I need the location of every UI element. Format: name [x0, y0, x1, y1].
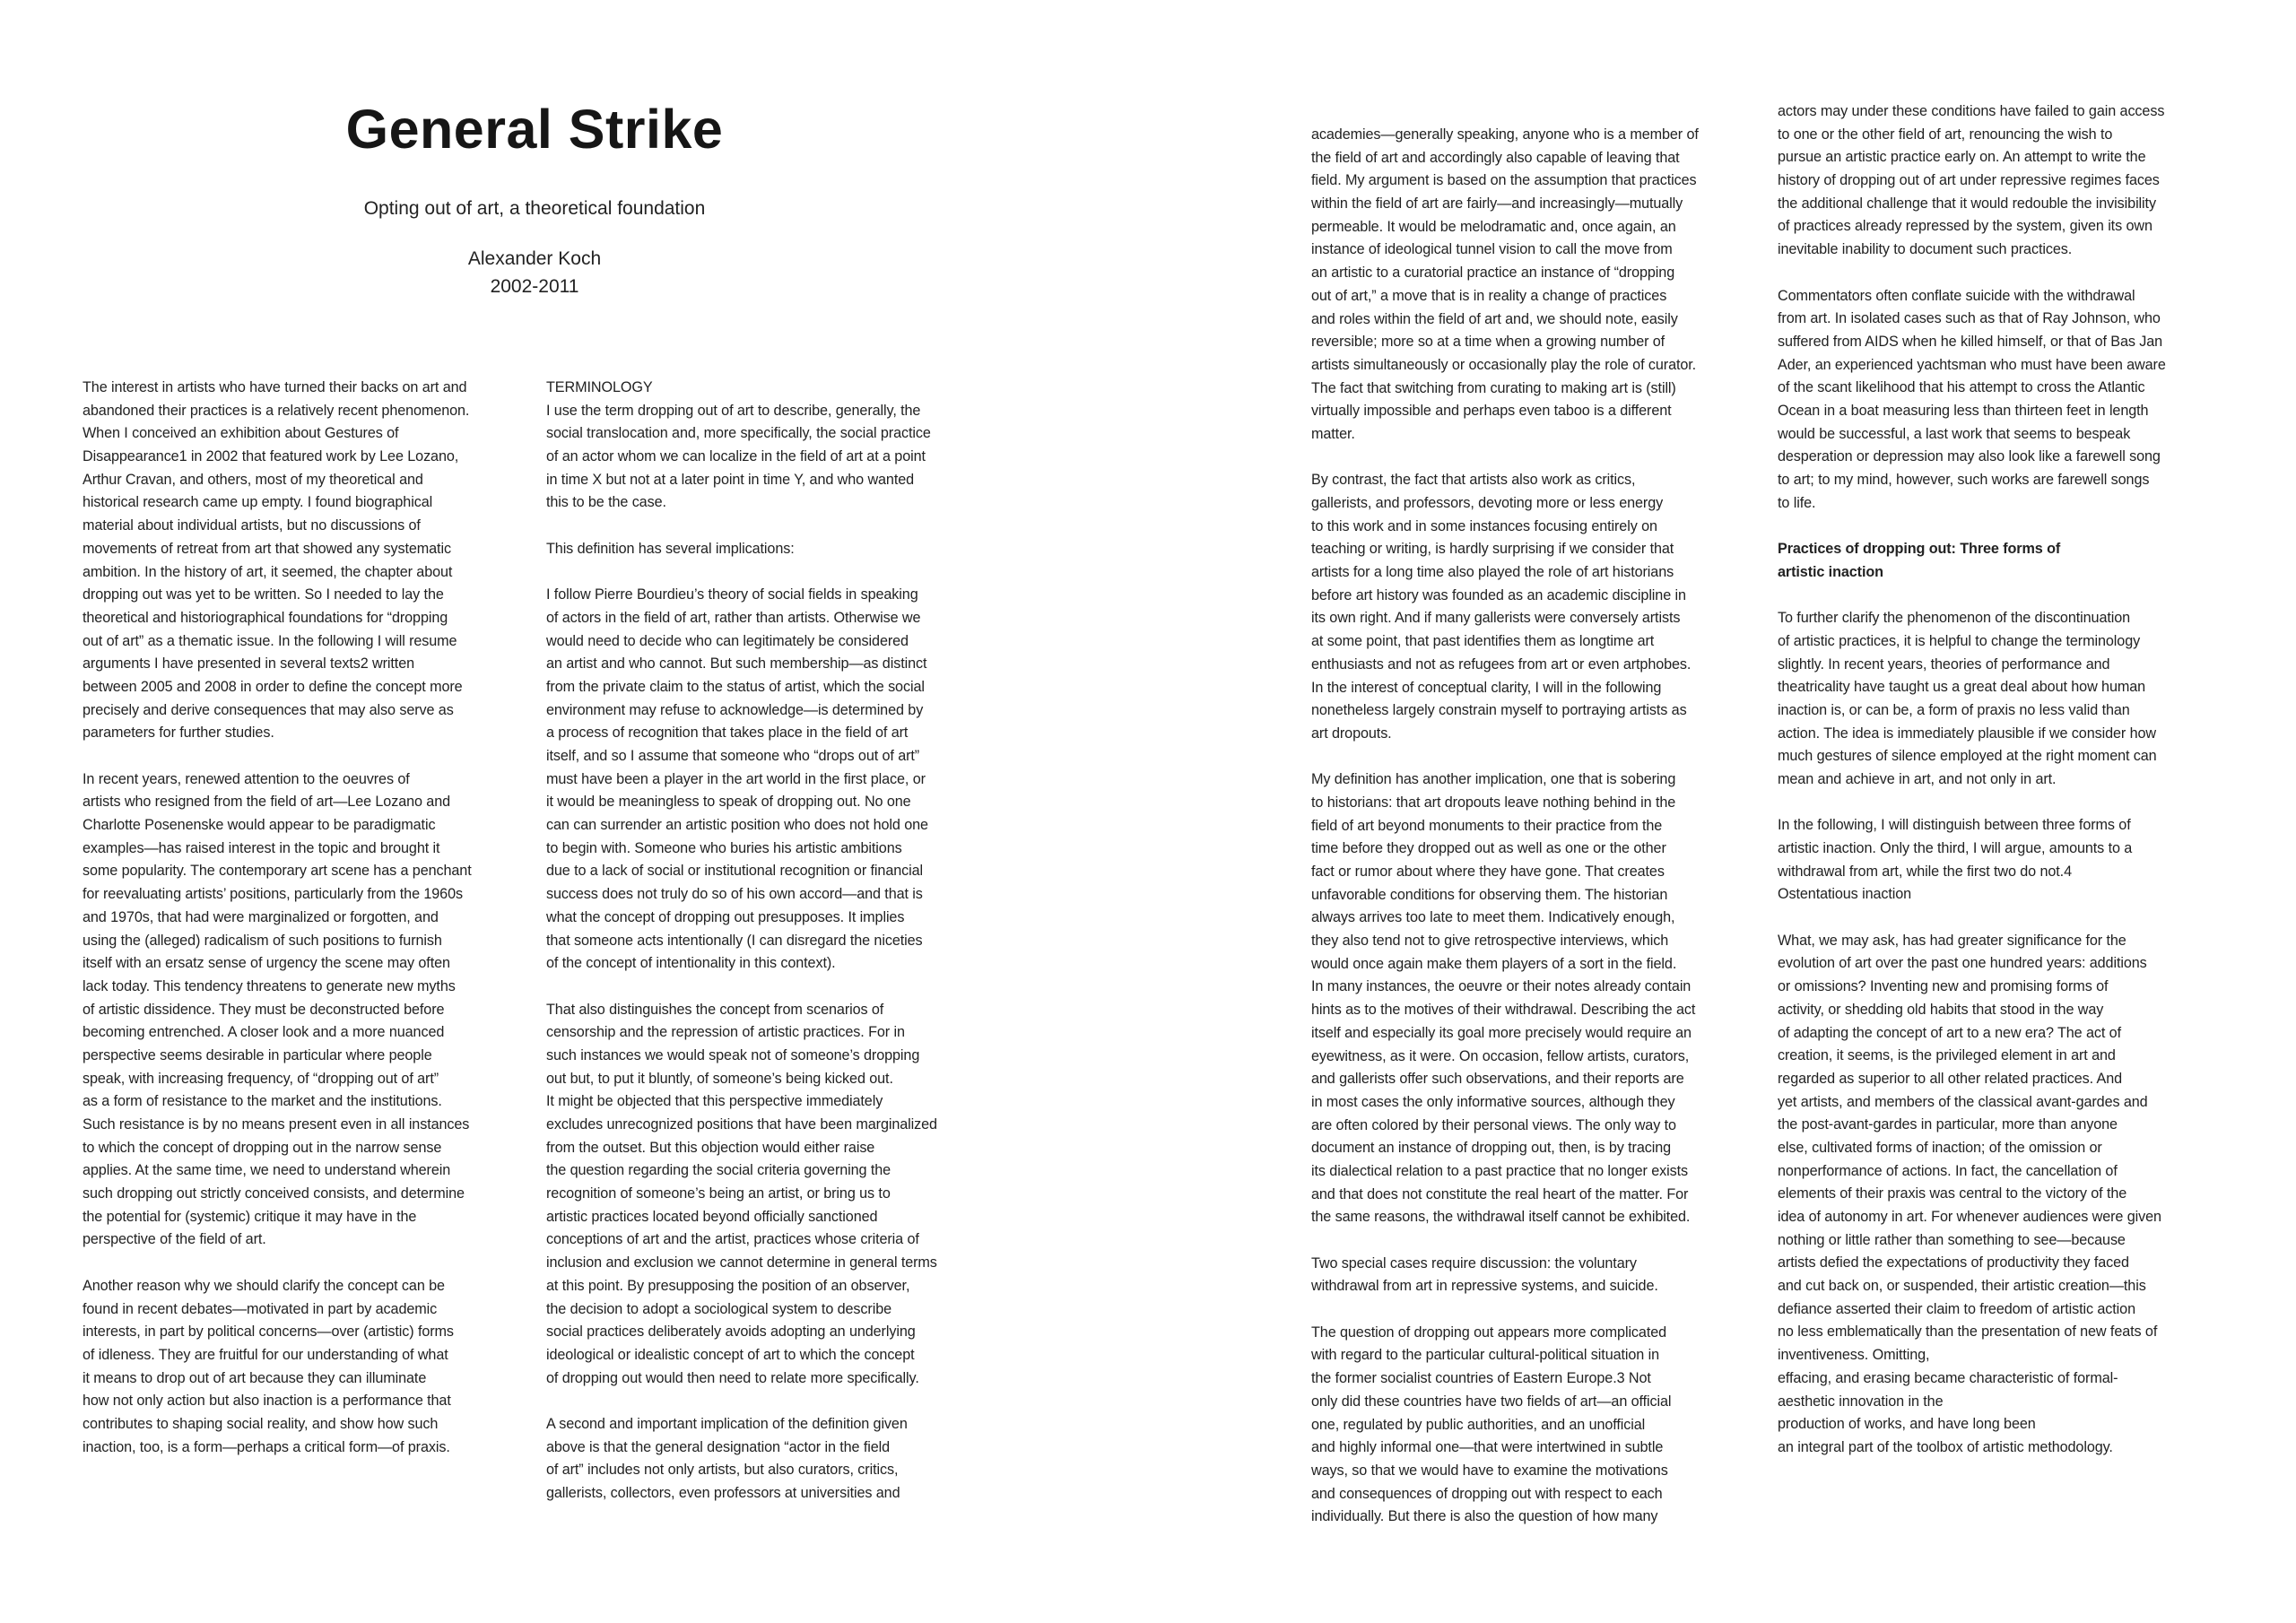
text-line: I use the term dropping out of art to describe, generally, the	[546, 402, 921, 419]
text-line: in time X but not at a later point in time Y, and who wanted	[546, 471, 915, 488]
text-line: of art” includes not only artists, but also curators, critics,	[546, 1462, 899, 1479]
text-line: its own right. And if many gallerists were conversely artists	[1311, 610, 1681, 627]
text-line: else, cultivated forms of inaction; of the omission or	[1778, 1139, 2102, 1156]
text-line: and 1970s, that had were marginalized or forgotten, and	[83, 908, 439, 925]
text-line: theoretical and historiographical foundations for “dropping	[83, 609, 448, 626]
text-line: defiance asserted their claim to freedom of artistic action	[1778, 1300, 2135, 1317]
text-line: found in recent debates—motivated in part by academic	[83, 1300, 438, 1317]
text-line: the question regarding the social criteria governing the	[546, 1162, 891, 1179]
text-line: from the private claim to the status of artist, which the social	[546, 678, 925, 695]
paragraph-gap	[1311, 1229, 1769, 1253]
paragraph	[1778, 607, 2235, 792]
paragraph	[1311, 1253, 1769, 1298]
text-line: censorship and the repression of artistic practices. For in	[546, 1024, 905, 1041]
text-line: artists for a long time also played the role of art historians	[1311, 564, 1674, 581]
title-block	[310, 100, 759, 300]
text-line: Commentators often conflate suicide with the withdrawal	[1778, 287, 2135, 304]
text-line: individually. But there is also the question of how many	[1311, 1508, 1658, 1525]
text-line: aesthetic innovation in the	[1778, 1393, 1944, 1410]
text-line: theatricality have taught us a great deal about how human	[1778, 679, 2146, 696]
text-line: precisely and derive consequences that may also serve as	[83, 701, 454, 718]
text-line: artists simultaneously or occasionally play the role of curator.	[1311, 356, 1697, 373]
text-line: of the scant likelihood that his attempt to cross the Atlantic	[1778, 379, 2145, 396]
paragraph-gap	[1778, 792, 2235, 815]
text-line: parameters for further studies.	[83, 725, 274, 742]
text-line: contributes to shaping social reality, and show how such	[83, 1415, 439, 1432]
text-line: In the following, I will distinguish between three forms of	[1778, 817, 2131, 834]
text-line: inevitable inability to document such practices.	[1778, 241, 2073, 258]
text-line: arguments I have presented in several texts2 written	[83, 655, 415, 673]
text-line: of dropping out would then need to relate more specifically.	[546, 1369, 919, 1386]
text-line: would need to decide who can legitimately be considered	[546, 632, 909, 649]
text-line: success does not truly do so of his own accord—and that is	[546, 886, 923, 903]
text-line: much gestures of silence employed at the right moment can	[1778, 748, 2157, 765]
text-line: the decision to adopt a sociological system to describe	[546, 1300, 892, 1317]
text-line: of idleness. They are fruitful for our understanding of what	[83, 1346, 448, 1363]
text-line: the same reasons, the withdrawal itself cannot be exhibited.	[1311, 1209, 1691, 1226]
text-line: Disappearance1 in 2002 that featured work by Lee Lozano,	[83, 448, 459, 465]
text-line: academies—generally speaking, anyone who is a member of	[1311, 126, 1699, 143]
paragraph	[546, 538, 1004, 561]
text-line: of adapting the concept of art to a new era? The act of	[1778, 1024, 2121, 1041]
text-line: movements of retreat from art that showed any systematic	[83, 540, 451, 557]
text-line: eyewitness, as it were. On occasion, fellow artists, curators,	[1311, 1047, 1690, 1064]
text-line: The question of dropping out appears more complicated	[1311, 1324, 1667, 1341]
paragraph-gap	[1311, 1298, 1769, 1322]
text-line: By contrast, the fact that artists also work as critics,	[1311, 472, 1636, 489]
text-line: to historians: that art dropouts leave nothing behind in the	[1311, 794, 1676, 811]
paragraph	[1311, 469, 1769, 745]
text-line: and consequences of dropping out with respect to each	[1311, 1485, 1663, 1502]
paragraph-gap	[1311, 447, 1769, 470]
text-line: it would be meaningless to speak of dropping out. No one	[546, 794, 911, 811]
paragraph	[546, 377, 1004, 515]
text-line: this to be the case.	[546, 494, 666, 511]
text-line: teaching or writing, is hardly surprising if we consider that	[1311, 541, 1674, 558]
text-line: instance of ideological tunnel vision to call the move from	[1311, 241, 1673, 258]
text-line: withdrawal from art, while the first two do not.4	[1778, 863, 2072, 880]
text-line: fact or rumor about where they have gone. That creates	[1311, 864, 1665, 880]
paragraph-gap	[1778, 262, 2235, 285]
text-line: out of art” as a thematic issue. In the following I will resume	[83, 632, 457, 649]
text-line: at some point, that past identifies them as longtime art	[1311, 633, 1655, 650]
text-line: That also distinguishes the concept from scenarios of	[546, 1001, 884, 1018]
text-line: Charlotte Posenenske would appear to be paradigmatic	[83, 817, 436, 834]
text-line: inaction is, or can be, a form of praxis no less valid than	[1778, 701, 2130, 718]
text-line: and gallerists offer such observations, and their reports are	[1311, 1071, 1684, 1088]
text-line: of the concept of intentionality in this context).	[546, 955, 836, 972]
text-line: the additional challenge that it would redouble the invisibility	[1778, 195, 2156, 212]
text-line: In many instances, the oeuvre or their notes already contain	[1311, 978, 1692, 995]
text-line: becoming entrenched. A closer look and a more nuanced	[83, 1024, 445, 1041]
text-line: The interest in artists who have turned their backs on art and	[83, 379, 467, 395]
text-line: permeable. It would be melodramatic and, once again, an	[1311, 218, 1676, 235]
text-line: such dropping out strictly conceived consists, and determine	[83, 1185, 465, 1202]
author-name: Alexander Koch	[467, 248, 602, 269]
text-line: speak, with increasing frequency, of “dropping out of art”	[83, 1070, 439, 1087]
text-line: the post-avant-gardes in particular, more than anyone	[1778, 1116, 2118, 1133]
text-line: and cut back on, or suspended, their artistic creation—this	[1778, 1278, 2146, 1295]
paragraph	[1311, 1322, 1769, 1529]
text-line: to begin with. Someone who buries his artistic ambitions	[546, 839, 902, 856]
text-line: I follow Pierre Bourdieu’s theory of social fields in speaking	[546, 586, 918, 603]
text-line: ambition. In the history of art, it seemed, the chapter about	[83, 563, 453, 580]
text-line: withdrawal from art in repressive systems, and suicide.	[1311, 1278, 1658, 1295]
text-line: abandoned their practices is a relatively recent phenomenon.	[83, 402, 470, 419]
paragraph-gap	[1778, 515, 2235, 538]
text-line: examples—has raised interest in the topic and brought it	[83, 839, 440, 856]
text-line: Arthur Cravan, and others, most of my theoretical and	[83, 471, 423, 488]
text-column-2	[546, 377, 1004, 1506]
text-line: always arrives too late to meet them. Indicatively enough,	[1311, 909, 1675, 926]
text-line: artists defied the expectations of productivity they faced	[1778, 1254, 2129, 1271]
text-line: some popularity. The contemporary art scene has a penchant	[83, 863, 472, 880]
paragraph-gap	[83, 1252, 540, 1275]
text-line: would be successful, a last work that seems to bespeak	[1778, 425, 2131, 442]
text-line: pursue an artistic practice early on. An attempt to write the	[1778, 149, 2146, 166]
text-line: document an instance of dropping out, then, is by tracing	[1311, 1140, 1672, 1157]
text-line: material about individual artists, but no discussions of	[83, 517, 421, 534]
text-line: social translocation and, more specifically, the social practice	[546, 425, 931, 442]
text-line: and that does not constitute the real heart of the matter. For	[1311, 1185, 1689, 1202]
text-line: interests, in part by political concerns—over (artistic) forms	[83, 1324, 454, 1341]
paragraph	[1778, 538, 2235, 584]
text-line: must have been a player in the art world in the first place, or	[546, 770, 926, 787]
text-line: what the concept of dropping out presupposes. It implies	[546, 908, 905, 925]
text-line: above is that the general designation “actor in the field	[546, 1438, 891, 1455]
text-line: can can surrender an artistic position who does not hold one	[546, 817, 928, 834]
paragraph	[83, 377, 540, 745]
text-line: Two special cases require discussion: the voluntary	[1311, 1254, 1637, 1271]
text-line: My definition has another implication, one that is sobering	[1311, 771, 1676, 788]
text-line: In the interest of conceptual clarity, I will in the following	[1311, 679, 1662, 696]
text-line: before art history was founded as an academic discipline in	[1311, 586, 1686, 603]
text-line: activity, or shedding old habits that stood in the way	[1778, 1001, 2104, 1018]
text-line: are often colored by their personal views. The only way to	[1311, 1116, 1676, 1133]
text-line: A second and important implication of the definition given	[546, 1415, 908, 1432]
text-line: and roles within the field of art and, we should note, easily	[1311, 310, 1678, 327]
text-line: idea of autonomy in art. For whenever audiences were given	[1778, 1209, 2161, 1225]
text-line: artistic inaction. Only the third, I will argue, amounts to a	[1778, 840, 2133, 856]
text-line: inclusion and exclusion we cannot determine in general terms	[546, 1254, 937, 1271]
paragraph	[546, 584, 1004, 976]
text-line: one, regulated by public authorities, and an unofficial	[1311, 1416, 1646, 1433]
text-line: from art. In isolated cases such as that of Ray Johnson, who	[1778, 310, 2161, 327]
text-line: of artistic dissidence. They must be deconstructed before	[83, 1001, 445, 1018]
paragraph-gap	[1778, 584, 2235, 607]
text-line: virtually impossible and perhaps even taboo is a different	[1311, 403, 1672, 420]
text-line: to which the concept of dropping out in the narrow sense	[83, 1139, 442, 1156]
text-line: To further clarify the phenomenon of the discontinuation	[1778, 610, 2131, 627]
text-line: What, we may ask, has had greater significance for the	[1778, 932, 2126, 949]
text-column-3	[1311, 124, 1769, 1529]
text-line: recognition of someone’s being an artist, or bring us to	[546, 1185, 891, 1202]
text-line: yet artists, and members of the classical avant-gardes and	[1778, 1093, 2148, 1110]
paragraph	[1778, 100, 2235, 262]
paragraph-gap	[546, 976, 1004, 999]
text-line: effacing, and erasing became characteristic of formal-	[1778, 1369, 2118, 1386]
text-line: In recent years, renewed attention to the oeuvres of	[83, 770, 410, 787]
document-subtitle: Opting out of art, a theoretical foundation	[363, 198, 706, 219]
text-line: no less emblematically than the presentation of new feats of	[1778, 1324, 2158, 1341]
text-line: to life.	[1778, 494, 1816, 511]
paragraph	[1778, 930, 2235, 1460]
date-range: 2002-2011	[490, 276, 579, 297]
text-line: due to a lack of social or institutional recognition or financial	[546, 863, 924, 880]
text-line: suffered from AIDS when he killed himself, or that of Bas Jan	[1778, 333, 2163, 350]
text-line: to art; to my mind, however, such works are farewell songs	[1778, 472, 2150, 488]
paragraph	[1778, 814, 2235, 907]
text-line: out of art,” a move that is in reality a change of practices	[1311, 287, 1667, 304]
text-line: an integral part of the toolbox of artistic methodology.	[1778, 1438, 2113, 1455]
text-line: perspective seems desirable in particular where people	[83, 1046, 432, 1063]
text-line: nonperformance of actions. In fact, the cancellation of	[1778, 1162, 2118, 1179]
text-line: they also tend not to give retrospective interviews, which	[1311, 933, 1669, 950]
text-line: itself and especially its goal more precisely would require an	[1311, 1024, 1692, 1041]
text-line: mean and achieve in art, and not only in art.	[1778, 770, 2057, 787]
text-line: how not only action but also inaction is a performance that	[83, 1393, 451, 1410]
text-line: hints as to the motives of their withdrawal. Describing the act	[1311, 1002, 1696, 1019]
paragraph	[1311, 124, 1769, 447]
text-line: artists who resigned from the field of art—Lee Lozano and	[83, 794, 451, 811]
text-line: unfavorable conditions for observing them. The historian	[1311, 886, 1668, 903]
text-line: at this point. By presupposing the position of an observer,	[546, 1277, 910, 1294]
text-line: history of dropping out of art under repressive regimes faces	[1778, 172, 2160, 189]
text-line: ways, so that we would have to examine the motivations	[1311, 1462, 1668, 1479]
paragraph-gap	[83, 745, 540, 768]
section-heading: TERMINOLOGY	[546, 379, 653, 395]
text-line: art dropouts.	[1311, 725, 1392, 742]
text-line: the field of art and accordingly also capable of leaving that	[1311, 149, 1680, 166]
text-column-1	[83, 377, 540, 1459]
section-heading: artistic inaction	[1778, 563, 1883, 580]
text-line: or omissions? Inventing new and promising forms of	[1778, 978, 2109, 995]
section-heading: Practices of dropping out: Three forms of	[1778, 541, 2061, 558]
text-line: out but, to put it bluntly, of someone’s being kicked out.	[546, 1070, 893, 1087]
text-line: nonetheless largely constrain myself to portraying artists as	[1311, 702, 1687, 719]
text-line: The fact that switching from curating to making art is (still)	[1311, 379, 1676, 396]
text-line: of artistic practices, it is helpful to change the terminology	[1778, 632, 2141, 649]
text-line: Ocean in a boat measuring less than thirteen feet in length	[1778, 402, 2149, 419]
text-line: itself with an ersatz sense of urgency the scene may often	[83, 955, 450, 972]
text-line: using the (alleged) radicalism of such positions to furnish	[83, 932, 442, 949]
text-line: dropping out was yet to be written. So I needed to lay the	[83, 586, 444, 603]
paragraph	[1311, 768, 1769, 1229]
text-line: gallerists, collectors, even professors at universities and	[546, 1485, 900, 1501]
text-line: to one or the other field of art, renouncing the wish to	[1778, 126, 2113, 143]
text-line: applies. At the same time, we need to understand wherein	[83, 1162, 451, 1179]
text-line: field. My argument is based on the assumption that practices	[1311, 172, 1697, 189]
text-line: the former socialist countries of Eastern Europe.3 Not	[1311, 1370, 1651, 1387]
text-line: This definition has several implications:	[546, 540, 795, 557]
text-line: would once again make them players of a sort in the field.	[1311, 955, 1677, 972]
paragraph-gap	[546, 515, 1004, 538]
text-line: regarded as superior to all other related practices. And	[1778, 1070, 2123, 1087]
text-line: inventiveness. Omitting,	[1778, 1347, 1930, 1364]
text-line: that someone acts intentionally (I can disregard the niceties	[546, 932, 923, 949]
text-line: the potential for (systemic) critique it may have in the	[83, 1208, 417, 1225]
text-line: When I conceived an exhibition about Gestures of	[83, 425, 399, 442]
text-line: creation, it seems, is the privileged element in art and	[1778, 1047, 2116, 1064]
text-line: field of art beyond monuments to their practice from the	[1311, 817, 1663, 834]
text-line: social practices deliberately avoids adopting an underlying	[546, 1324, 916, 1341]
text-line: for reevaluating artists’ positions, particularly from the 1960s	[83, 886, 463, 903]
text-line: Ader, an experienced yachtsman who must have been aware	[1778, 356, 2166, 373]
text-line: ideological or idealistic concept of art to which the concept	[546, 1346, 915, 1363]
text-line: Ostentatious inaction	[1778, 886, 1912, 903]
text-line: as a form of resistance to the market and the institutions.	[83, 1093, 442, 1110]
text-line: of actors in the field of art, rather than artists. Otherwise we	[546, 609, 921, 626]
text-line: actors may under these conditions have failed to gain access	[1778, 103, 2165, 119]
text-line: in most cases the only informative sources, although they	[1311, 1093, 1675, 1110]
text-line: artistic practices located beyond officially sanctioned	[546, 1208, 878, 1225]
text-line: reversible; more so at a time when a growing number of	[1311, 334, 1665, 351]
text-line: action. The idea is immediately plausible if we consider how	[1778, 725, 2156, 742]
text-line: a process of recognition that takes place in the field of art	[546, 725, 909, 742]
text-line: lack today. This tendency threatens to generate new myths	[83, 977, 456, 994]
paragraph-gap	[546, 561, 1004, 585]
text-line: its dialectical relation to a past practice that no longer exists	[1311, 1162, 1688, 1179]
text-line: within the field of art are fairly—and increasingly—mutually	[1311, 195, 1683, 213]
text-line: perspective of the field of art.	[83, 1231, 266, 1248]
text-line: time before they dropped out as well as one or the other	[1311, 840, 1666, 857]
text-line: elements of their praxis was central to the victory of the	[1778, 1185, 2127, 1202]
paragraph-gap	[1778, 907, 2235, 930]
text-line: environment may refuse to acknowledge—is determined by	[546, 701, 924, 718]
text-line: Such resistance is by no means present even in all instances	[83, 1116, 470, 1133]
text-line: between 2005 and 2008 in order to define the concept more	[83, 678, 463, 695]
text-line: and highly informal one—that were intertwined in subtle	[1311, 1439, 1664, 1456]
paragraph	[1778, 285, 2235, 516]
text-line: evolution of art over the past one hundred years: additions	[1778, 955, 2147, 972]
text-line: with regard to the particular cultural-political situation in	[1311, 1347, 1659, 1364]
text-line: production of works, and have long been	[1778, 1416, 2036, 1433]
text-line: nothing or little rather than something to see—because	[1778, 1231, 2126, 1248]
text-line: to this work and in some instances focusing entirely on	[1311, 517, 1657, 534]
text-line: excludes unrecognized positions that have been marginalized	[546, 1116, 937, 1133]
document-title: General Strike	[345, 99, 724, 160]
paragraph-gap	[1311, 746, 1769, 769]
text-line: It might be objected that this perspective immediately	[546, 1093, 883, 1110]
text-line: from the outset. But this objection would either raise	[546, 1139, 875, 1156]
text-line: itself, and so I assume that someone who “drops out of art”	[546, 748, 920, 764]
text-line: slightly. In recent years, theories of performance and	[1778, 655, 2110, 673]
paragraph-gap	[546, 1390, 1004, 1413]
text-line: inaction, too, is a form—perhaps a critical form—of praxis.	[83, 1438, 450, 1455]
paragraph	[546, 1413, 1004, 1506]
text-line: conceptions of art and the artist, practices whose criteria of	[546, 1231, 919, 1248]
text-line: matter.	[1311, 425, 1355, 442]
text-line: enthusiasts and not as refugees from art or even artphobes.	[1311, 655, 1692, 673]
text-line: desperation or depression may also look like a farewell song	[1778, 448, 2161, 465]
text-line: of an actor whom we can localize in the field of art at a point	[546, 448, 926, 465]
text-line: such instances we would speak not of someone’s dropping	[546, 1046, 920, 1063]
text-line: an artist and who cannot. But such membership—as distinct	[546, 655, 927, 673]
text-line: of practices already repressed by the system, given its own	[1778, 218, 2152, 235]
text-line: it means to drop out of art because they can illuminate	[83, 1369, 427, 1386]
text-line: Another reason why we should clarify the concept can be	[83, 1277, 445, 1294]
text-line: an artistic to a curatorial practice an instance of “dropping	[1311, 265, 1675, 282]
paragraph	[83, 768, 540, 1252]
text-line: historical research came up empty. I found biographical	[83, 494, 433, 511]
text-column-4	[1778, 100, 2235, 1460]
paragraph	[83, 1275, 540, 1460]
paragraph	[546, 999, 1004, 1391]
text-line: only did these countries have two fields of art—an official	[1311, 1393, 1672, 1410]
text-line: gallerists, and professors, devoting more or less energy	[1311, 495, 1664, 511]
